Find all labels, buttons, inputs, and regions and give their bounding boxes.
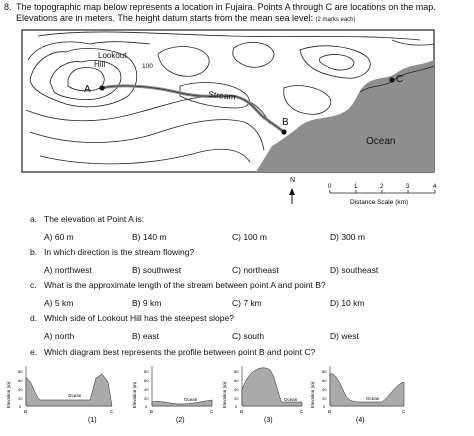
question-line-2-text: Elevations are in meters. The height datum starts from the mean sea level: xyxy=(16,13,313,23)
profile-2-ocean: Ocean xyxy=(184,397,198,402)
ocean-label: Ocean xyxy=(366,136,396,147)
subq-b-option-c[interactable]: C) northeast xyxy=(232,265,279,275)
subq-a-option-a[interactable]: A) 60 m xyxy=(44,232,74,242)
profile-2-tick-80: 80 xyxy=(144,369,149,374)
subq-c-letter: c. xyxy=(30,280,37,290)
subq-c-option-d[interactable]: D) 10 km xyxy=(330,298,365,308)
scale-tick-3: 3 xyxy=(406,184,410,190)
profile-4-tick-20: 20 xyxy=(322,396,327,401)
profile-3-ocean: Ocean xyxy=(284,397,298,402)
scale-tick-4: 4 xyxy=(433,184,437,190)
subq-d-option-b[interactable]: B) east xyxy=(132,331,159,341)
subq-b-letter: b. xyxy=(30,247,38,257)
question-line-1: The topographic map below represents a location in Fujaira. Points A through C are locations on the map. xyxy=(16,2,436,12)
profile-diagrams xyxy=(0,360,474,436)
profile-4-label: (4) xyxy=(356,417,365,424)
profile-2-tick-40: 40 xyxy=(144,387,149,392)
profile-3-label: (3) xyxy=(264,417,273,424)
profile-4-c: C xyxy=(402,409,406,414)
subq-c-option-a[interactable]: A) 5 km xyxy=(44,298,74,308)
subq-d-option-d[interactable]: D) west xyxy=(330,331,359,341)
subq-b-option-a[interactable]: A) northwest xyxy=(44,265,92,275)
subq-a-text: The elevation at Point A is: xyxy=(44,214,145,224)
profile-1-b: B xyxy=(24,409,28,414)
stream-label: Stream xyxy=(207,89,237,102)
subq-d-text: Which side of Lookout Hill has the steepest slope? xyxy=(44,313,234,323)
subq-c-option-c[interactable]: C) 7 km xyxy=(232,298,262,308)
profile-4-tick-80: 80 xyxy=(322,369,327,374)
marks-note: (2 marks each) xyxy=(315,17,356,23)
subq-d-option-a[interactable]: A) north xyxy=(44,331,75,341)
point-c-marker xyxy=(389,77,394,82)
scale-ticks xyxy=(330,190,435,193)
profile-3-c: C xyxy=(300,409,304,414)
profile-1-tick-40: 40 xyxy=(18,387,23,392)
profile-3-b: B xyxy=(240,409,244,414)
point-b-marker xyxy=(281,129,286,134)
profile-2-label: (2) xyxy=(176,417,185,424)
profile-1-tick-80: 80 xyxy=(18,369,23,374)
point-b-label: B xyxy=(282,117,289,128)
subq-c-text: What is the approximate length of the stream between point A and point B? xyxy=(44,280,326,290)
profile-2-c: C xyxy=(210,409,214,414)
profile-4-ocean: Ocean xyxy=(366,396,380,401)
profile-2-tick-0: 0 xyxy=(145,404,148,409)
subq-a-option-b[interactable]: B) 140 m xyxy=(132,232,167,242)
subq-e-letter: e. xyxy=(30,347,38,357)
point-a-marker xyxy=(99,85,104,90)
profile-diagram-1[interactable] xyxy=(6,366,114,424)
subq-d-option-c[interactable]: C) south xyxy=(232,331,265,341)
subq-b-option-d[interactable]: D) southeast xyxy=(330,265,379,275)
profile-3-tick-60: 60 xyxy=(234,378,239,383)
subq-a-letter: a. xyxy=(30,214,38,224)
profile-1-label: (1) xyxy=(88,417,97,424)
profile-3-tick-40: 40 xyxy=(234,387,239,392)
profile-2-b: B xyxy=(150,409,154,414)
scale-tick-1: 1 xyxy=(354,184,358,190)
profile-2-tick-20: 20 xyxy=(144,396,149,401)
profile-2-tick-60: 60 xyxy=(144,378,149,383)
profile-4-tick-60: 60 xyxy=(322,378,327,383)
profile-3-tick-80: 80 xyxy=(234,369,239,374)
subq-b-option-b[interactable]: B) southwest xyxy=(132,265,182,275)
profile-4-b: B xyxy=(328,409,332,414)
lookout-label: Lookout xyxy=(98,51,127,60)
point-c-label: C xyxy=(396,74,404,85)
subq-e-text: Which diagram best represents the profile between point B and point C? xyxy=(44,347,316,357)
profile-diagram-3[interactable] xyxy=(222,366,304,424)
profile-1-ylabel: Elevation (m) xyxy=(6,381,11,409)
profile-4-ylabel: Elevation (m) xyxy=(310,381,315,409)
profile-diagram-4[interactable] xyxy=(310,366,406,424)
point-a-label: A xyxy=(84,84,91,95)
profile-1-tick-0: 0 xyxy=(19,404,22,409)
hill-label: Hill xyxy=(94,60,106,69)
contour-100-label: 100 xyxy=(142,63,153,70)
profile-3-tick-20: 20 xyxy=(234,396,239,401)
profile-1-tick-20: 20 xyxy=(18,396,23,401)
north-arrow-head xyxy=(289,188,295,195)
scale-tick-2: 2 xyxy=(380,184,384,190)
profile-3-ylabel: Elevation (m) xyxy=(222,381,227,409)
subq-c-option-b[interactable]: B) 9 km xyxy=(132,298,162,308)
profile-3-tick-0: 0 xyxy=(235,404,238,409)
profile-1-tick-60: 60 xyxy=(18,378,23,383)
profile-2-ylabel: Elevation (m) xyxy=(132,381,137,409)
scale-caption: Distance Scale (km) xyxy=(350,199,409,206)
profile-4-tick-40: 40 xyxy=(322,387,327,392)
subq-d-letter: d. xyxy=(30,313,38,323)
subq-b-text: In which direction is the stream flowing? xyxy=(44,247,195,257)
profile-diagram-2[interactable] xyxy=(132,366,214,424)
question-number: 8. xyxy=(4,2,12,12)
profile-4-tick-0: 0 xyxy=(323,404,326,409)
subq-a-option-c[interactable]: C) 100 m xyxy=(232,232,267,242)
north-label: N xyxy=(290,177,296,184)
scale-tick-0: 0 xyxy=(328,184,332,190)
profile-1-c: C xyxy=(110,409,114,414)
profile-1-ocean: Ocean xyxy=(68,393,82,398)
subq-a-option-d[interactable]: D) 300 m xyxy=(330,232,365,242)
